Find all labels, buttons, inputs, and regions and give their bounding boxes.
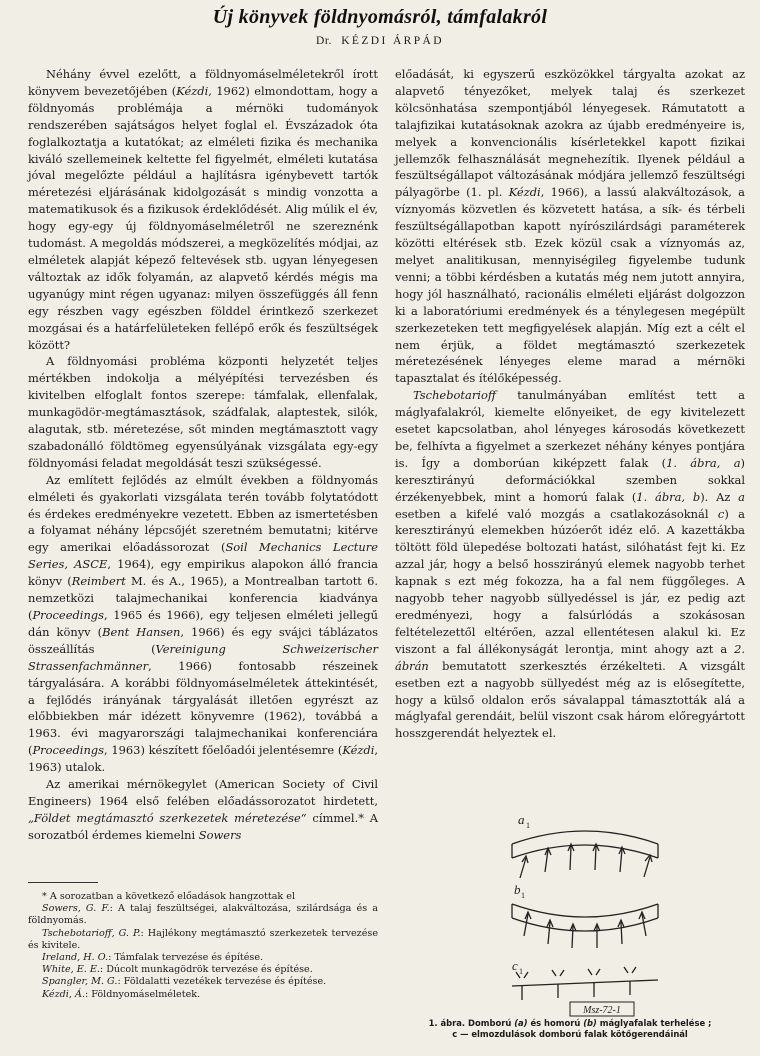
convex-wall-diagram: [512, 812, 658, 878]
label-a-sub: 1: [526, 821, 530, 830]
paragraph-6: Tschebotarioff tanulmányában említést tett a máglyafalakról, kiemelte előnyeiket, de egy kivitelezett esetet kapcsolatban, ahol lényeges károsodás következett be, felhívta a figyelmet a szerkezet néhány kényes pontjára is. Így a domborúan kiképzett falak (1. ábra, a) keresztirányú deformációkkal szemben sokkal érzékenyebbek, mint a homorú falak (1. ábra, b). Az a esetben a kifelé való mozgás a csatlakozásoknál c) a keresztirányú elemekben húzóerőt idéz elő. A kazettákba töltött föld ülepedése boltozati hatást, silóhatást fejt ki. Ez azzal jár, hogy a belső hosszirányú elemek nagyobb terhet kapnak s ezt még fokozza, ha a fal nem függőleges. A nagyobb teher nagyobb süllyedéssel is jár, ez pedig azt eredményezi, hogy a falsúrlódás a szokásosan feltételezettől eltérően, azzal ellentétesen alakul ki. Ez viszont a fal állékonyságát lerontja, mint ahogy azt a 2. ábrán bemutatott szerkesztés érzékelteti. A vizsgált esetben ezt a nagyobb süllyedést még az is elősegítette, hogy a külső oldalon erős sávalappal támasztották alá a máglyafal gerendáit, belül viszont csak három előregyártott hosszgerendát helyeztek el.: [395, 388, 745, 741]
figure-caption: [400, 1018, 740, 1040]
paragraph-5: előadását, ki egyszerű eszközökkel tárgyalta azokat az alapvető tényezőket, melyek talaj és szerkezet kölcsönhatása szempontjából lényegesek. Rámutatott a talajfizikai kutatásoknak azokra az újabb eredményeire is, melyek a konvencionális kísérletekkel kapott fizikai jellemzők felhasználását megnehezítik. Ilyenek például a feszültségállapot változásának módjára jellemző feszültségi pályagörbe (1. pl. Kézdi, 1966), a lassú alakváltozások, a víznyomás közvetlen és közvetett hatása, a sík- és térbeli feszültségállapotban kapott nyírószilárdsági paraméterek közötti eltérések stb. Ezek közül csak a víznyomás az, melyet analitikusan, mennyiségileg figyelembe tudunk venni; a többi kérdésben a kutatás még nem jutott annyira, hogy jól használható, racionális elméleti eljárást dolgozzon ki a laboratóriumi eredmények és a ténylegesen megépült szerkezeteken tett megfigyelések alapján. Míg ezt a célt el nem érjük, a földet megtámasztó szerkezetek méretezésének lényeges eleme marad a mérnöki tapasztalat és ítélőképesség.: [395, 67, 745, 386]
footnote-rule: [28, 882, 98, 883]
paragraph-1: Néhány évvel ezelőtt, a földnyomáselméletekről írott könyvem bevezetőjében (Kézdi, 1962) elmondottam, hogy a földnyomás problémája a mérnöki tudományok rendszerében sajátságos helyet foglal el. Évszázadok óta foglalkoztatja a kutatókat; az elméleti fizika és mechanika kiváló szellemeinek keltette fel figyelmét, elméleti kutatása jóval megelőzte például a hajlításra igénybevett tartók méretezési eljárásának kidolgozását s mindig vonzotta a matematikusok és a fizikusok érdeklődését. Alig múlik el év, hogy egy-egy új földnyomáselméletről ne szereznénk tudomást. A megoldás módszerei, a megközelítés módjai, az elméletek alapját képező feltevések stb. ugyan lényegesen változtak az idők folyamán, az alapvető kérdés mégis ma ugyanúgy mint régen ugyanaz: milyen összefüggés áll fenn egy részben vagy egészben földdel érintkező szerkezet mozgásai és a határfelületeken fellépő erők és feszültségek között?: [28, 67, 378, 352]
figure-1-diagram: [400, 800, 740, 1020]
footnote-line: Ireland, H. O.: Támfalak tervezése és építése.: [42, 952, 264, 964]
paragraph-4: Az amerikai mérnökegylet (American Society of Civil Engineers) 1964 első felében előadássorozatot hirdetett, „Földet megtámasztó szerkezetek méretezése“ címmel.* A sorozatból érdemes kiemelni Sowers: [28, 777, 378, 842]
paragraph-3: Az említett fejlődés az elmúlt években a földnyomás elméleti és gyakorlati vizsgálata terén tovább folytatódott és érdekes eredményekre vezetett. Ebben az ismertetésben a folyamat néhány lépcsőjét szeretném bemutatni; kitérve egy amerikai előadássorozat (Soil Mechanics Lecture Series, ASCE, 1964), egy empirikus alapokon álló francia könyv (Reimbert M. és A., 1965), a Montrealban tartott 6. nemzetközi talajmechanikai konferencia kiadványa (Proceedings, 1965 és 1966), egy teljesen elméleti jellegű dán könyv (Bent Hansen, 1966) és egy svájci táblázatos összeállítás (Vereinigung Schweizerischer Strassenfachmänner, 1966) fontosabb részeinek tárgyalására. A korábbi földnyomáselméletek áttekintését, a fejlődés irányának tárgyalását illetően egyrészt az előbbiekben már idézett könyvemre (1962), továbbá a 1963. évi magyarországi talajmechanikai konferenciára (Proceedings, 1963) készített főelőadói jelentésemre (Kézdi, 1963) utalok.: [28, 472, 378, 775]
footnotes: [28, 882, 378, 1001]
footnote-line: Spangler, M. G.: Földalatti vezetékek tervezése és építése.: [42, 976, 327, 988]
footnote-line: White, E. E.: Dúcolt munkagödrök tervezése és építése.: [42, 964, 313, 976]
caption-line-2: c — elmozdulások domború falak kötőgerendáinál: [452, 1029, 688, 1039]
caption-line-1: 1. ábra. Domború (a) és homorú (b) máglyafalak terhelése ;: [428, 1018, 712, 1028]
label-b-sub: 1: [521, 891, 525, 900]
author-prefix: Dr.: [316, 35, 332, 47]
author-name: KÉZDI ÁRPÁD: [341, 35, 444, 47]
footnote-line: Kézdi, Á.: Földnyomáselméletek.: [42, 988, 201, 1000]
tie-beam-detail-diagram: [512, 958, 658, 1016]
label-b: b: [514, 882, 521, 897]
figure-code: Msz-72-1: [583, 1005, 621, 1016]
footnote-line: Sowers, G. F.: A talaj feszültségei, alakváltozása, szilárdsága és a földnyomás.: [28, 903, 378, 927]
article-title: Új könyvek földnyomásról, támfalakról: [212, 6, 548, 28]
concave-wall-diagram: [512, 882, 658, 948]
footnote-line: * A sorozatban a következő előadások hangzottak el: [42, 891, 296, 902]
label-c-sub: 1: [519, 967, 523, 976]
label-c: c: [512, 958, 518, 973]
author-line: [0, 35, 760, 47]
left-column: [28, 66, 378, 844]
right-column: [395, 66, 745, 742]
footnote-line: Tschebotarioff, G. P.: Hajlékony megtámasztó szerkezetek tervezése és kivitele.: [28, 927, 379, 951]
label-a: a: [518, 812, 525, 827]
paragraph-2: A földnyomási probléma központi helyzetét teljes mértékben indokolja a mélyépítési tervezésben és kivitelben elfoglalt fontos szerepe: támfalak, ellenfalak, munkagödör-megtámasztások, szádfalak, alaptestek, silók, alagutak, stb. méretezése, sőt minden megtámasztott vagy szabadonálló földtömeg egyensúlyának vizsgálata egy-egy földnyomási feladat megoldását teszi szükségessé.: [28, 354, 378, 470]
